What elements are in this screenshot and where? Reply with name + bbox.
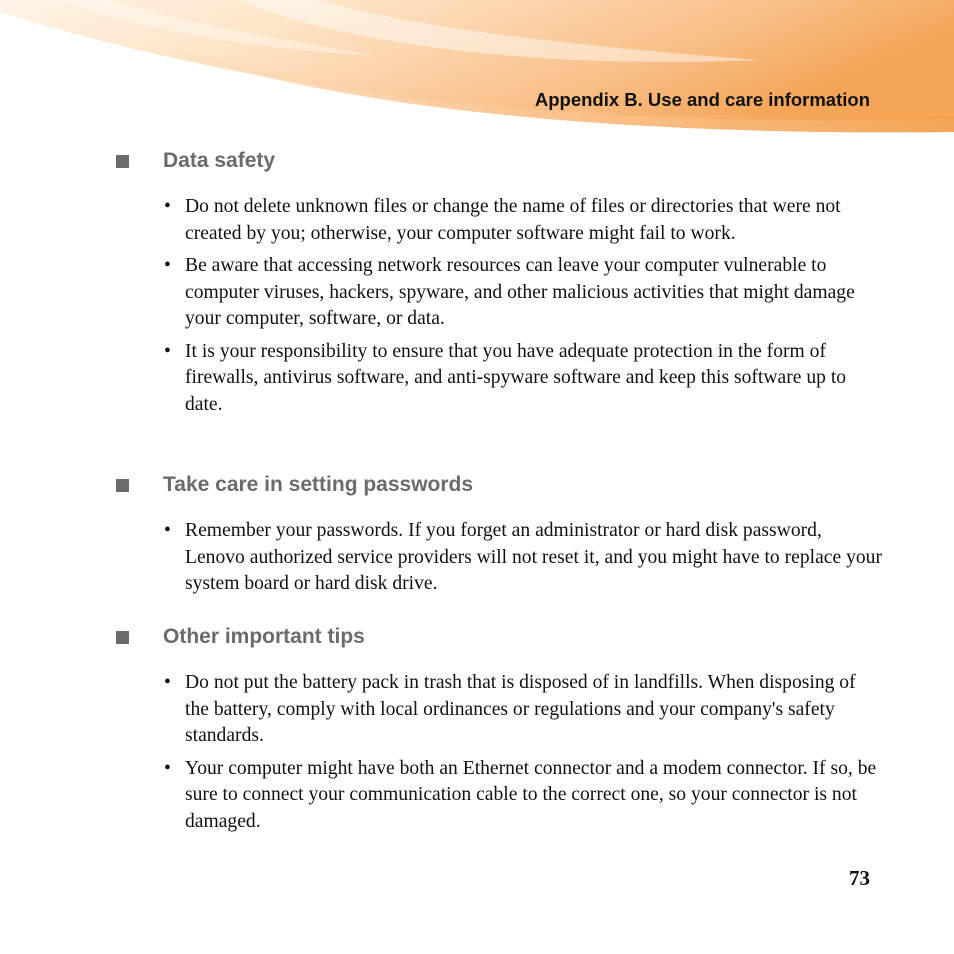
square-bullet-icon [116, 155, 129, 168]
square-bullet-icon [116, 631, 129, 644]
list-item-text: It is your responsibility to ensure that you have adequate protection in the form of firewalls, antivirus software, and anti-spyware software and keep this software up to date. [185, 340, 847, 415]
list-item-text: Do not delete unknown files or change the name of files or directories that were not created by you; otherwise, your computer software might fail to work. [185, 196, 841, 244]
section-heading-passwords [116, 473, 473, 497]
section-title: Take care in setting passwords [163, 473, 474, 496]
bullet-dot-icon: • [164, 757, 171, 779]
list-item [162, 756, 882, 836]
list-item [162, 518, 882, 598]
list-item-text: Be aware that accessing network resources can leave your computer vulnerable to computer viruses, hackers, spyware, and other malicious activities that might damage your computer, software, or data. [185, 255, 855, 329]
bullet-dot-icon: • [164, 255, 171, 276]
header-decoration [0, 0, 954, 140]
list-item-text: Remember your passwords. If you forget an administrator or hard disk password, Lenovo authorized service providers will not reset it, and you might have to replace your system board or hard disk drive. [185, 520, 882, 594]
list-item [162, 670, 882, 750]
bullet-dot-icon: • [164, 520, 171, 541]
running-head: Appendix B. Use and care information [534, 89, 870, 110]
list-item [162, 194, 882, 247]
list-item-text: Your computer might have both an Ethernet connector and a modem connector. If so, be sure to connect your communication cable to the correct one, so your connector is not damaged. [185, 757, 877, 832]
list-item [162, 253, 882, 333]
list-item [162, 339, 882, 419]
square-bullet-icon [116, 479, 129, 492]
section-heading-other-tips [116, 625, 365, 649]
list-item-text: Do not put the battery pack in trash that is disposed of in landfills. When disposing of the battery, comply with local ordinances or regulations and your company's safety standards. [185, 672, 856, 746]
bullet-list-data-safety [162, 194, 882, 424]
section-title: Other important tips [163, 625, 365, 648]
bullet-list-passwords [162, 518, 882, 604]
bullet-dot-icon: • [164, 340, 171, 362]
section-heading-data-safety [116, 149, 275, 173]
bullet-dot-icon: • [164, 196, 171, 217]
section-title: Data safety [163, 149, 276, 172]
page-number: 73 [849, 866, 870, 890]
bullet-dot-icon: • [164, 672, 171, 693]
bullet-list-other-tips [162, 670, 882, 841]
